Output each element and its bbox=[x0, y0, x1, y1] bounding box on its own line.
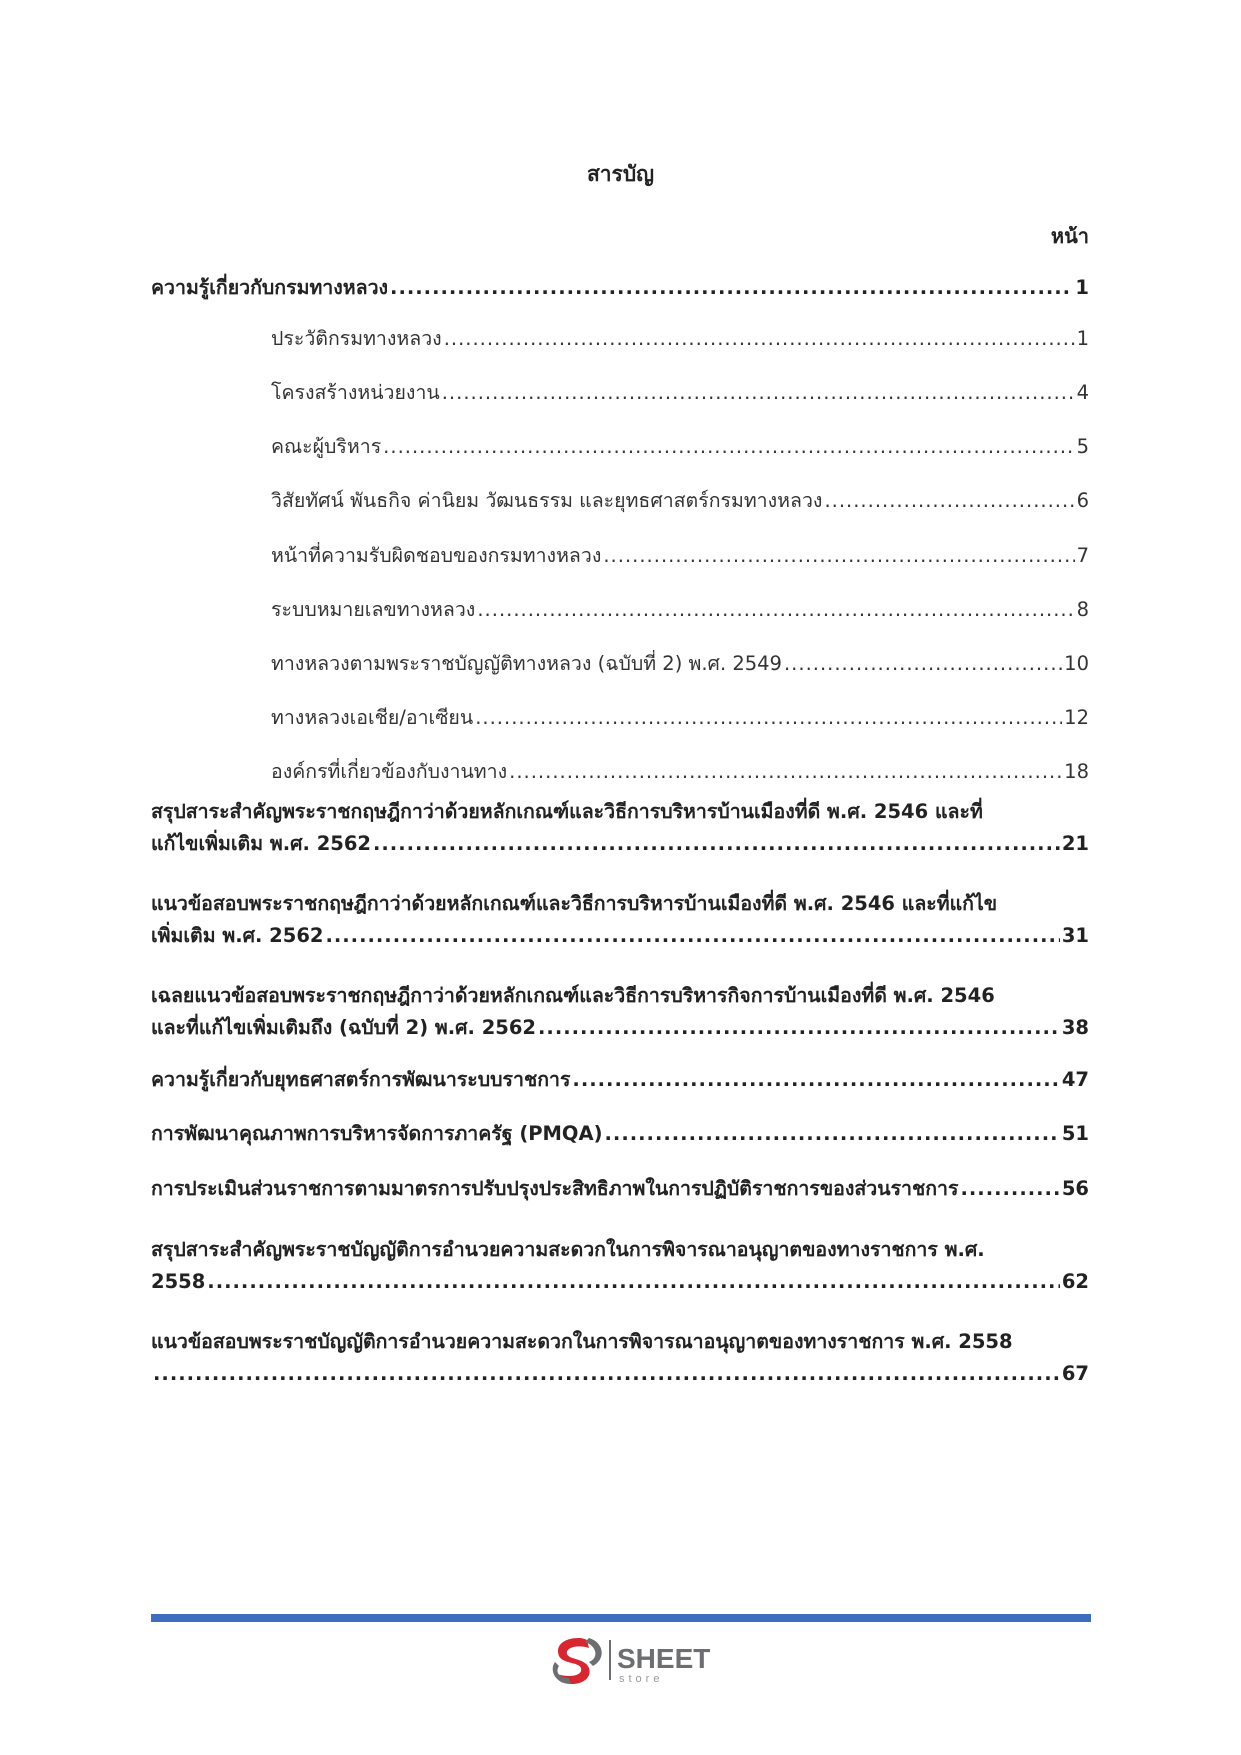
toc-entry-line bbox=[151, 377, 1089, 409]
toc-entry-line bbox=[151, 1358, 1089, 1390]
toc-entry bbox=[151, 323, 1089, 355]
toc-entry-line bbox=[151, 756, 1089, 788]
toc-dot-leader bbox=[390, 272, 1073, 304]
sheet-store-logo bbox=[549, 1632, 729, 1690]
toc-entry-title: และที่แก้ไขเพิ่มเติมถึง (ฉบับที่ 2) พ.ศ. 2562 bbox=[151, 1016, 537, 1039]
toc-entry-title: เพิ่มเติม พ.ศ. 2562 bbox=[151, 924, 324, 947]
toc-entry bbox=[151, 1064, 1089, 1096]
toc-page-number: 5 bbox=[1076, 435, 1089, 458]
toc-page-number: 51 bbox=[1061, 1122, 1089, 1145]
toc-entry-title: โครงสร้างหน่วยงาน bbox=[271, 381, 440, 404]
logo-text: SHEET bbox=[617, 1643, 711, 1674]
toc-entry bbox=[151, 431, 1089, 463]
toc-entry-line bbox=[151, 323, 1089, 355]
toc-entry bbox=[151, 702, 1089, 734]
toc-dot-leader bbox=[325, 920, 1059, 952]
toc-entry bbox=[151, 485, 1089, 517]
toc-entry bbox=[151, 1326, 1089, 1390]
toc-entry-title: หน้าที่ความรับผิดชอบของกรมทางหลวง bbox=[271, 544, 602, 567]
toc-entry-title: ประวัติกรมทางหลวง bbox=[271, 327, 442, 350]
toc-page-number: 8 bbox=[1076, 598, 1089, 621]
toc-entry-line bbox=[151, 1173, 1089, 1205]
footer-rule bbox=[151, 1614, 1091, 1622]
toc-dot-leader bbox=[572, 1064, 1059, 1096]
toc-page-number: 10 bbox=[1064, 652, 1089, 675]
toc-entry-title: แก้ไขเพิ่มเติม พ.ศ. 2562 bbox=[151, 832, 371, 855]
toc-entry bbox=[151, 1234, 1089, 1298]
toc-entry bbox=[151, 377, 1089, 409]
toc-entry-first-line: แนวข้อสอบพระราชกฤษฎีกาว่าด้วยหลักเกณฑ์และวิธีการบริหารบ้านเมืองที่ดี พ.ศ. 2546 และที่แก้ไข bbox=[151, 892, 998, 915]
logo-subtext: store bbox=[619, 1673, 664, 1685]
toc-page-number: 56 bbox=[1061, 1177, 1089, 1200]
toc-entry-title: ทางหลวงเอเชีย/อาเซียน bbox=[271, 706, 474, 729]
toc-dot-leader bbox=[603, 540, 1074, 572]
toc-page-number: 18 bbox=[1064, 760, 1089, 783]
toc-entry-title: ความรู้เกี่ยวกับกรมทางหลวง bbox=[151, 276, 389, 299]
toc-entry bbox=[151, 796, 1089, 860]
toc-page-number: 1 bbox=[1076, 327, 1089, 350]
toc-entry bbox=[151, 648, 1089, 680]
toc-entry-line bbox=[151, 540, 1089, 572]
toc-page-number: 38 bbox=[1061, 1016, 1089, 1039]
toc-entry-line bbox=[151, 431, 1089, 463]
toc-dot-leader bbox=[383, 431, 1074, 463]
toc-entry-title: องค์กรที่เกี่ยวข้องกับงานทาง bbox=[271, 760, 508, 783]
toc-entry-line bbox=[151, 1012, 1089, 1044]
toc-page-number: 62 bbox=[1061, 1270, 1089, 1293]
toc-entry-first-line: แนวข้อสอบพระราชบัญญัติการอำนวยความสะดวกในการพิจารณาอนุญาตของทางราชการ พ.ศ. 2558 bbox=[151, 1330, 1013, 1353]
toc-entry-line bbox=[151, 485, 1089, 517]
toc-entry-line bbox=[151, 920, 1089, 952]
toc-dot-leader bbox=[509, 756, 1062, 788]
toc-entry-first-line: เฉลยแนวข้อสอบพระราชกฤษฎีกาว่าด้วยหลักเกณฑ์และวิธีการบริหารกิจการบ้านเมืองที่ดี พ.ศ. 2546 bbox=[151, 984, 995, 1007]
toc-entry-title: วิสัยทัศน์ พันธกิจ ค่านิยม วัฒนธรรม และยุทธศาสตร์กรมทางหลวง bbox=[271, 489, 823, 512]
toc-page-number: 7 bbox=[1076, 544, 1089, 567]
toc-page-number: 47 bbox=[1061, 1068, 1089, 1091]
toc-entry-title: 2558 bbox=[151, 1270, 206, 1293]
toc-dot-leader bbox=[373, 828, 1060, 860]
toc-dot-leader bbox=[475, 702, 1062, 734]
toc-entry-line bbox=[151, 272, 1089, 304]
toc-entry-first-line: สรุปสาระสำคัญพระราชกฤษฎีกาว่าด้วยหลักเกณฑ์และวิธีการบริหารบ้านเมืองที่ดี พ.ศ. 2546 และที่ bbox=[151, 800, 983, 823]
toc-dot-leader bbox=[605, 1118, 1060, 1150]
toc-entry-line bbox=[151, 594, 1089, 626]
toc-page-number: 6 bbox=[1076, 489, 1089, 512]
toc-entry-title: คณะผู้บริหาร bbox=[271, 435, 382, 458]
toc-entry-title: ทางหลวงตามพระราชบัญญัติทางหลวง (ฉบับที่ 2) พ.ศ. 2549 bbox=[271, 652, 782, 675]
toc-entry-line bbox=[151, 1266, 1089, 1298]
toc-entry bbox=[151, 756, 1089, 788]
toc-page-number: 12 bbox=[1064, 706, 1089, 729]
toc-entry bbox=[151, 540, 1089, 572]
toc-entry bbox=[151, 272, 1089, 304]
toc-entry bbox=[151, 594, 1089, 626]
toc-page-number: 21 bbox=[1061, 832, 1089, 855]
toc-entry-title: การประเมินส่วนราชการตามมาตรการปรับปรุงประสิทธิภาพในการปฏิบัติราชการของส่วนราชการ bbox=[151, 1177, 959, 1200]
toc-page-number: 1 bbox=[1075, 276, 1089, 299]
toc-entry-line bbox=[151, 648, 1089, 680]
toc-dot-leader bbox=[444, 323, 1075, 355]
toc-dot-leader bbox=[538, 1012, 1060, 1044]
toc-dot-leader bbox=[442, 377, 1075, 409]
toc-entry-line bbox=[151, 1064, 1089, 1096]
toc-entry-first-line: สรุปสาระสำคัญพระราชบัญญัติการอำนวยความสะดวกในการพิจารณาอนุญาตของทางราชการ พ.ศ. bbox=[151, 1238, 985, 1261]
toc-dot-leader bbox=[207, 1266, 1060, 1298]
toc-page-number: 31 bbox=[1061, 924, 1089, 947]
toc-entry bbox=[151, 980, 1089, 1044]
toc-entry-line bbox=[151, 828, 1089, 860]
toc-entry-line bbox=[151, 702, 1089, 734]
toc-page-number: 4 bbox=[1076, 381, 1089, 404]
toc-dot-leader bbox=[960, 1173, 1059, 1205]
toc-dot-leader bbox=[784, 648, 1062, 680]
page-column-label: หน้า bbox=[1050, 224, 1089, 248]
toc-dot-leader bbox=[153, 1358, 1060, 1390]
toc-entry-title: ความรู้เกี่ยวกับยุทธศาสตร์การพัฒนาระบบราชการ bbox=[151, 1068, 571, 1091]
toc-title: สารบัญ bbox=[586, 162, 655, 186]
toc-page-number: 67 bbox=[1061, 1362, 1089, 1385]
toc-entry bbox=[151, 1173, 1089, 1205]
toc-entry-title: การพัฒนาคุณภาพการบริหารจัดการภาครัฐ (PMQA) bbox=[151, 1122, 603, 1145]
toc-entry bbox=[151, 1118, 1089, 1150]
toc-dot-leader bbox=[824, 485, 1074, 517]
toc-dot-leader bbox=[477, 594, 1074, 626]
s-logo-icon bbox=[553, 1638, 602, 1684]
toc-entry-title: ระบบหมายเลขทางหลวง bbox=[271, 598, 476, 621]
toc-entry bbox=[151, 888, 1089, 952]
toc-entry-line bbox=[151, 1118, 1089, 1150]
